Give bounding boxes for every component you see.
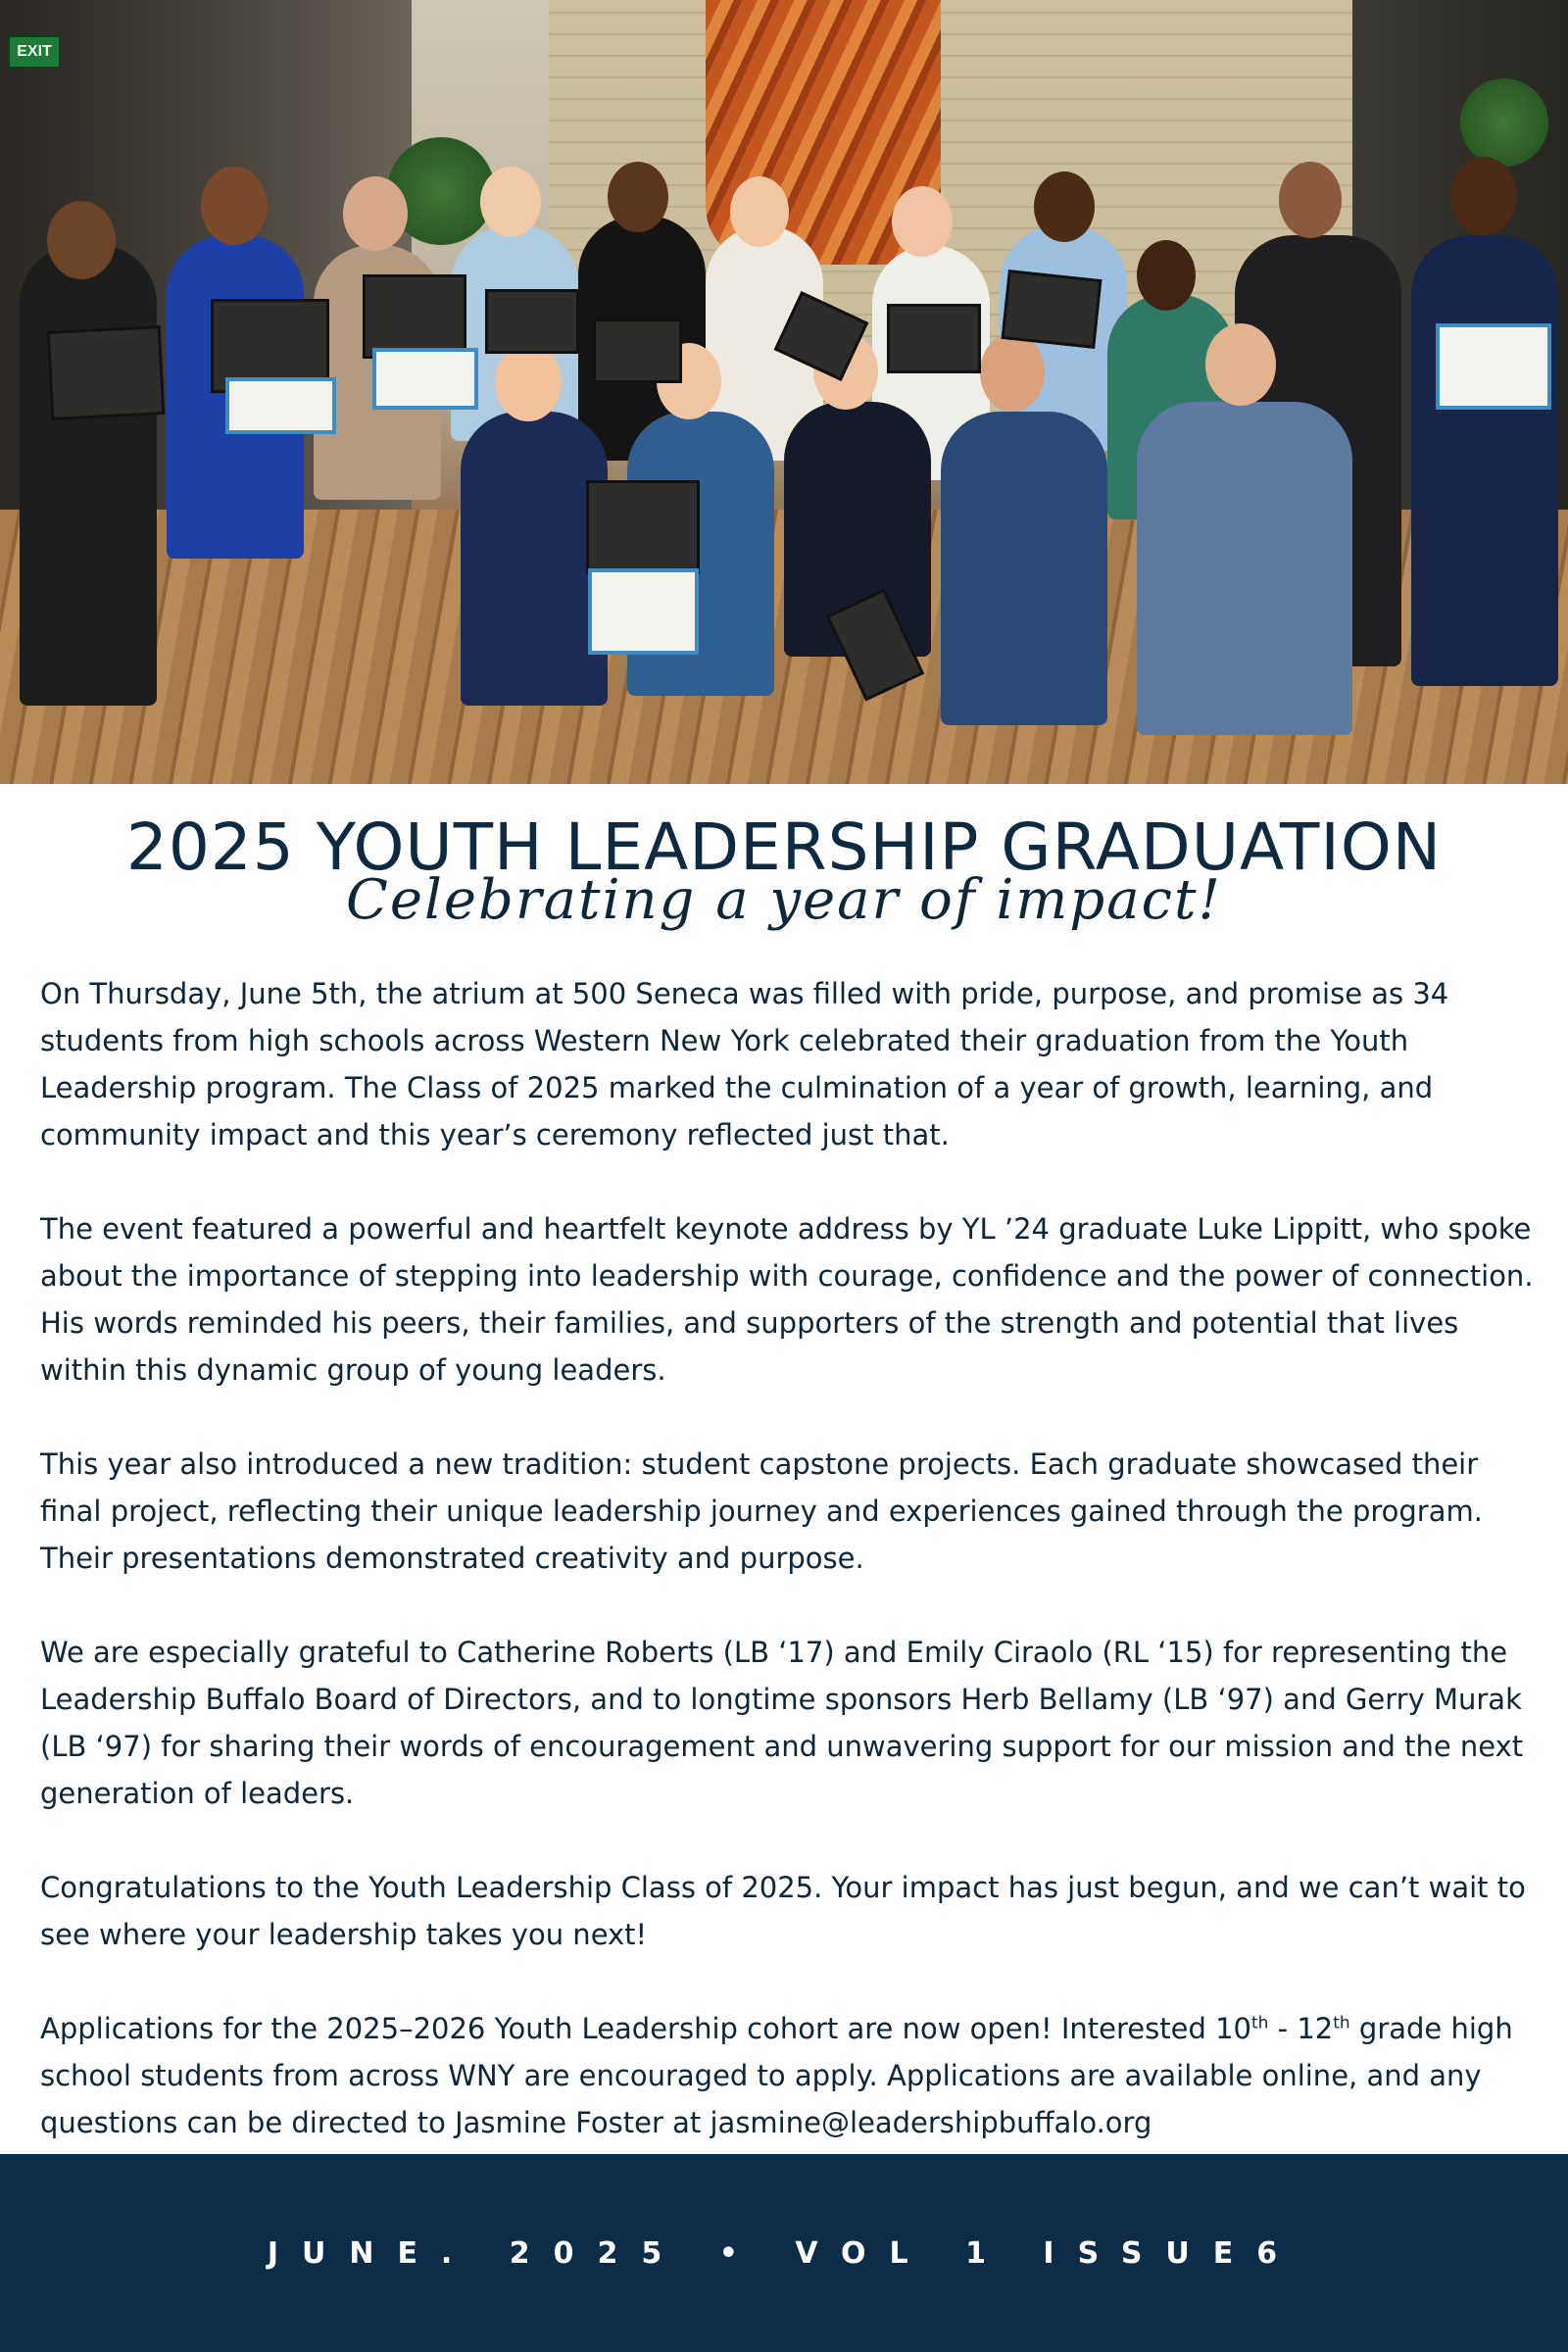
paragraph-congratulations: Congratulations to the Youth Leadership Class of 2025. Your impact has just begun, and we can’t wait to see where your leadership takes you next! (40, 1871, 1526, 1951)
certificate-folder (586, 480, 700, 574)
certificate-folder (363, 274, 466, 359)
exit-sign: EXIT (8, 35, 61, 69)
student (941, 412, 1107, 725)
paragraph-applications: Applications for the 2025–2026 Youth Leadership cohort are now open! Interested 10th - 12th grade high school students from across WNY are encouraged to apply. Applications are available online, and any questions can be directed to Jasmine Foster at jasmine@leadershipbuffalo.org (40, 2012, 1513, 2139)
script-subtitle: Celebrating a year of impact! (346, 868, 1222, 932)
certificate (1436, 323, 1551, 410)
certificate-folder (1002, 270, 1102, 349)
article-body (40, 970, 1540, 2146)
student (1411, 235, 1558, 686)
page-title: 2025 YOUTH LEADERSHIP GRADUATION (125, 809, 1443, 885)
student (20, 245, 157, 706)
certificate-folder (47, 325, 166, 420)
certificate-folder (593, 318, 682, 383)
paragraph-ceremony: On Thursday, June 5th, the atrium at 500 Seneca was filled with pride, purpose, and promise as 34 students from high schools across Western New York celebrated their graduation from the Youth Leadership program. The Class of 2025 marked the culmination of a year of growth, learning, and community impact and this year’s ceremony reflected just that. (40, 977, 1449, 1152)
graduation-group-photo (0, 0, 1568, 784)
plant (1460, 78, 1548, 167)
student (1137, 402, 1352, 735)
certificate (372, 348, 478, 410)
issue-label: JUNE. 2025 • VOL 1 ISSUE6 (267, 2235, 1301, 2271)
issue-footer (0, 2154, 1568, 2352)
certificate-folder (485, 289, 579, 354)
paragraph-gratitude: We are especially grateful to Catherine Roberts (LB ‘17) and Emily Ciraolo (RL ‘15) for representing the Leadership Buffalo Board of Directors, and to longtime sponsors Herb Bellamy (LB ‘97) and Gerry Murak (LB ‘97) for sharing their words of encouragement and unwavering support for our mission and the next generation of leaders. (40, 1636, 1524, 1810)
certificate (225, 377, 336, 434)
certificate-folder (887, 304, 981, 373)
paragraph-capstone: This year also introduced a new tradition: student capstone projects. Each graduate showcased their final project, reflecting their unique leadership journey and experiences gained through the program. Their presentations demonstrated creativity and purpose. (40, 1447, 1483, 1575)
certificate (588, 568, 699, 655)
paragraph-keynote: The event featured a powerful and heartfelt keynote address by YL ’24 graduate Luke Lippitt, who spoke about the importance of stepping into leadership with courage, confidence and the power of connection. His words reminded his peers, their families, and supporters of the strength and potential that lives within this dynamic group of young leaders. (40, 1212, 1534, 1387)
